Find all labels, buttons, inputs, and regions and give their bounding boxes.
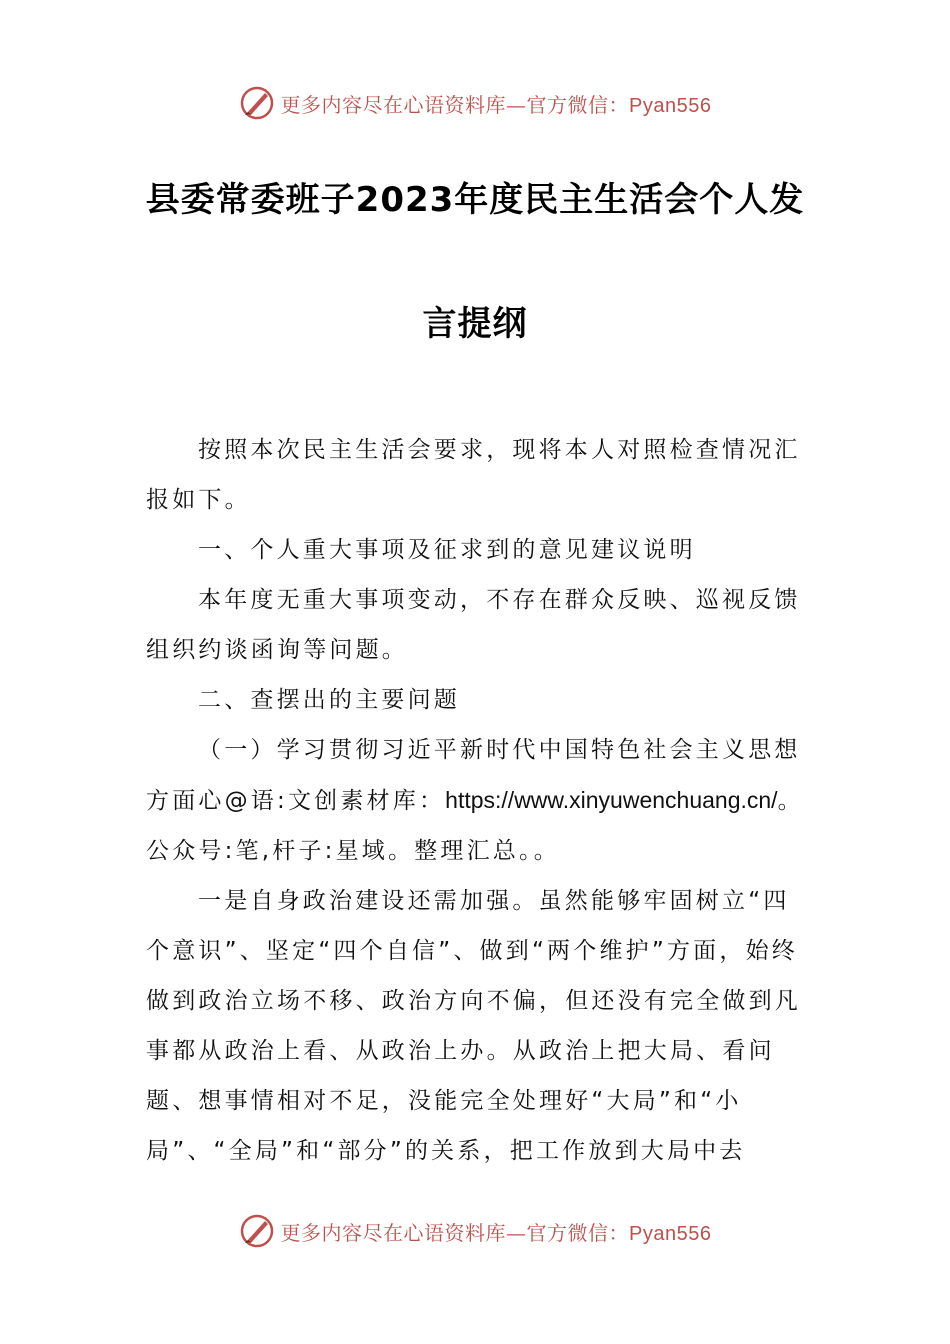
- watermark-header: [0, 80, 950, 126]
- paragraph-intro: 按照本次民主生活会要求，现将本人对照检查情况汇报如下。: [146, 437, 801, 513]
- heading-section-1: 一、个人重大事项及征求到的意见建议说明: [198, 537, 696, 563]
- document-title-line-2: 言提纲: [422, 304, 528, 344]
- heading-section-2: 二、查摆出的主要问题: [198, 687, 460, 713]
- document-body: [146, 425, 810, 1176]
- paragraph-point-1: 一是自身政治建设还需加强。虽然能够牢固树立“四个意识”、坚定“四个自信”、做到“两个维护”方面，始终做到政治立场不移、政治方向不偏，但还没有完全做到凡事都从政治上看、从政治上办。从政治上把大局、看问题、想事情相对不足，没能完全处理好“大局”和“小局”、“全局”和“部分”的关系，把工作放到大局中去: [146, 888, 801, 1164]
- watermark-footer: [0, 1208, 950, 1254]
- paragraph-subsection-1: （一）学习贯彻习近平新时代中国特色社会主义思想方面心@语:文创素材库：https://www.xinyuwenchuang.cn/。公众号:笔,杆子:星域。整理汇总。。: [146, 737, 804, 864]
- document-title-line-1: 县委常委班子2023年度民主生活会个人发: [145, 180, 805, 220]
- watermark-text: 更多内容尽在心语资料库—官方微信：Pyan556: [280, 92, 712, 117]
- pen-logo-icon: [239, 1213, 275, 1249]
- paragraph-section-1: 本年度无重大事项变动，不存在群众反映、巡视反馈组织约谈函询等问题。: [146, 587, 801, 663]
- pen-logo-icon: [239, 85, 275, 121]
- watermark-text: 更多内容尽在心语资料库—官方微信：Pyan556: [280, 1220, 712, 1245]
- source-url: https://www.xinyuwenchuang.cn/: [445, 787, 778, 813]
